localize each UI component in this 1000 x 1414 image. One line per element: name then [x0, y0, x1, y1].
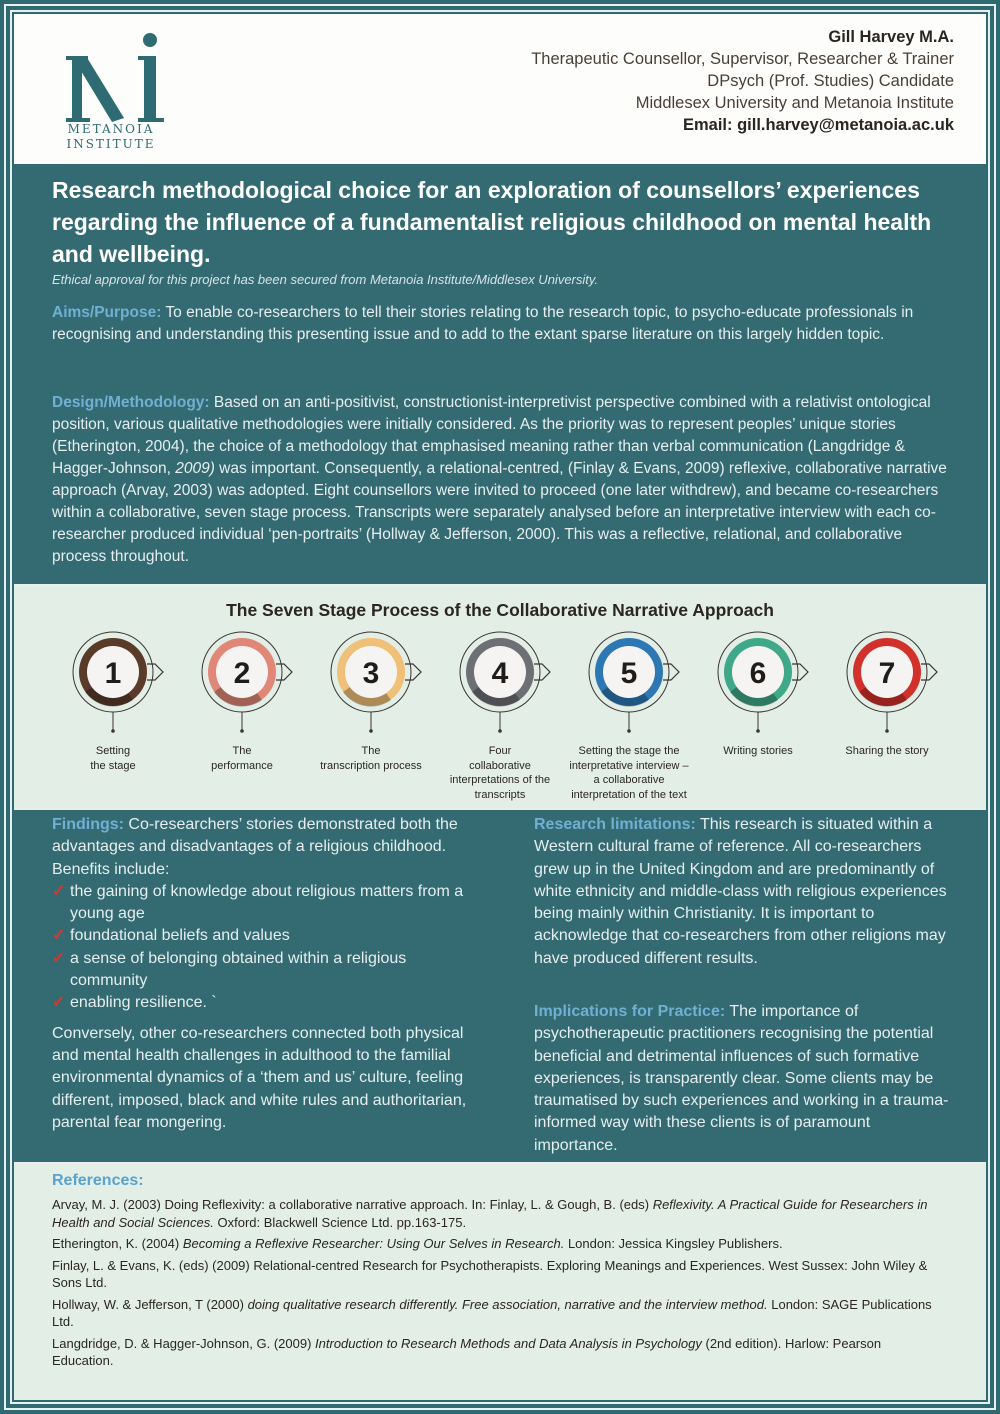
reference-item: Etherington, K. (2004) Becoming a Reflexive Researcher: Using Our Selves in Research. London: Jessica Kingsley Publishers.: [52, 1236, 783, 1251]
author-email[interactable]: Email: gill.harvey@metanoia.ac.uk: [682, 116, 954, 134]
stage-number: 4: [491, 657, 509, 690]
logo-line-2: INSTITUTE: [66, 137, 156, 151]
design-section: [52, 392, 957, 568]
stage-1: [43, 630, 183, 800]
logo-line-1: METANOIA: [67, 122, 155, 136]
benefit-item: ✓ the gaining of knowledge about religious matters from a young age: [52, 882, 464, 923]
reference-item: Finlay, L. & Evans, K. (eds) (2009) Relational-centred Research for Psychotherapists. Exploring Meanings and Experiences. West Sussex: John Wiley & Sons Ltd.: [52, 1257, 928, 1290]
limitations-text: This research is situated within a Western cultural frame of reference. All co-researchers grew up in the United Kingdom and are predominantly of white ethnicity and middle-class with religious experiences being mainly within Christianity. It is important to acknowledge that co-researchers from other religions may have produced different results.: [534, 816, 947, 967]
process-panel: [14, 586, 986, 808]
limitations-section: [534, 814, 954, 970]
implications-label: Implications for Practice:: [534, 1003, 726, 1020]
stage-badge-icon: [63, 630, 173, 742]
stage-3: [301, 630, 441, 800]
aims-text: To enable co-researchers to tell their stories relating to the research topic, to psycho-educate professionals in recognising and understanding this presenting issue and to add to the extant sparse literature on this largely hidden topic.: [52, 304, 914, 343]
benefits-list: [52, 881, 472, 1015]
stage-badge-icon: [192, 630, 302, 742]
benefit-item: ✓ enabling resilience. `: [52, 992, 472, 1014]
design-text-a: Based on an anti-positivist, constructionist-interpretivist perspective combined with a relativist ontological position, various qualitative methodologies were initially considered. As the priority was to represent peoples’ unique stories (Etherington, 2004), the choice of a methodology that emphasised meaning rather than verbal communication (Langdridge & Hagger-Johnson,: [52, 394, 931, 477]
design-text-year: 2009): [175, 460, 215, 477]
findings-section: [52, 814, 472, 1134]
stage-6: [688, 630, 828, 800]
aims-section: [52, 302, 957, 346]
stage-4: [430, 630, 570, 800]
check-icon: ✓: [52, 882, 66, 900]
check-icon: ✓: [52, 994, 66, 1012]
reference-item: Arvay, M. J. (2003) Doing Reflexivity: a collaborative narrative approach. In: Finlay, L. & Gough, B. (eds) Reflexivity. A Practical Guide for Researchers in Health and Social Sciences. Oxford: Blackwell Science Ltd. pp.163-175.: [52, 1197, 928, 1230]
stage-7: [817, 630, 957, 800]
stage-label: Four collaborative interpretations of the transcripts: [449, 745, 551, 801]
stage-label: The transcription process: [320, 745, 422, 772]
stage-number: 7: [878, 657, 896, 690]
aims-label: Aims/Purpose:: [52, 304, 162, 321]
check-icon: ✓: [52, 949, 66, 967]
stage-badge-icon: [837, 630, 947, 742]
poster: [14, 14, 986, 1400]
stage-badge-icon: [450, 630, 560, 742]
limitations-label: Research limitations:: [534, 816, 696, 833]
logo-wordmark: [56, 122, 166, 152]
design-text-b: was important. Consequently, a relational-centred, (Finlay & Evans, 2009) reflexive, collaborative narrative approach (Arvay, 2003) was adopted. Eight counsellors were invited to proceed (one later withdrew), and became co-researchers within a collaborative, seven stage process. Transcripts were separately analysed before an interpretative interview with each co-researcher produced individual ‘pen-portraits’ (Hollway & Jefferson, 2000). This was a reflective, relational, and collaborative process throughout.: [52, 460, 947, 565]
stage-label: Setting the stage: [90, 745, 136, 772]
references-panel: [14, 1164, 986, 1400]
benefit-item: ✓ foundational beliefs and values: [52, 925, 472, 947]
reference-item: Hollway, W. & Jefferson, T (2000) doing qualitative research differently. Free association, narrative and the interview method. London: SAGE Publications Ltd.: [52, 1296, 932, 1329]
author-degree: DPsych (Prof. Studies) Candidate: [707, 72, 954, 90]
stage-label: Sharing the story: [845, 745, 929, 757]
references-title: References:: [52, 1172, 144, 1189]
benefit-item: ✓ a sense of belonging obtained within a religious community: [52, 949, 407, 990]
stage-number: 1: [104, 657, 122, 690]
stage-label: Writing stories: [723, 745, 793, 757]
stage-2: [172, 630, 312, 800]
findings-conversely: Conversely, other co-researchers connected both physical and mental health challenges in adulthood to the familial environmental dynamics of a ‘them and us’ culture, feeling different, imposed, black and white rules and authoritarian, parental fear mongering.: [52, 1024, 467, 1131]
findings-label: Findings:: [52, 816, 124, 833]
design-label: Design/Methodology:: [52, 394, 210, 411]
implications-section: [534, 1001, 954, 1157]
findings-intro: Co-researchers’ stories demonstrated both the advantages and disadvantages of a religious childhood. Benefits include:: [52, 816, 458, 878]
author-role: Therapeutic Counsellor, Supervisor, Researcher & Trainer: [531, 50, 954, 68]
contact-block: [531, 26, 954, 136]
author-institution: Middlesex University and Metanoia Institute: [635, 94, 954, 112]
stage-number: 5: [620, 657, 638, 690]
poster-title: Research methodological choice for an exploration of counsellors’ experiences regarding the influence of a fundamentalist religious childhood on mental health and wellbeing.: [52, 177, 932, 267]
stage-label: Setting the stage the interpretative interview – a collaborative interpretation of the text: [569, 745, 689, 801]
stage-badge-icon: [579, 630, 689, 742]
stage-label: The performance: [211, 745, 273, 772]
stage-number: 6: [749, 657, 767, 690]
divider: [14, 808, 986, 810]
stage-number: 2: [233, 657, 251, 690]
reference-item: Langdridge, D. & Hagger-Johnson, G. (2009) Introduction to Research Methods and Data Analysis in Psychology (2nd edition). Harlow: Pearson Education.: [52, 1335, 882, 1368]
stage-badge-icon: [708, 630, 818, 742]
reference-list: [52, 1196, 942, 1374]
ethics-statement: Ethical approval for this project has been secured from Metanoia Institute/Middlesex University.: [52, 272, 599, 287]
implications-text: The importance of psychotherapeutic practitioners recognising the potential beneficial and detrimental influences of such formative experiences, is transparently clear. Some clients may be traumatised by such experiences and working in a trauma-informed way with these clients is of paramount importance.: [534, 1003, 949, 1154]
process-title: The Seven Stage Process of the Collaborative Narrative Approach: [226, 600, 774, 620]
stage-5: [559, 630, 699, 800]
stage-number: 3: [362, 657, 380, 690]
author-name: Gill Harvey M.A.: [828, 28, 954, 46]
check-icon: ✓: [52, 927, 66, 945]
stage-badge-icon: [321, 630, 431, 742]
header: [14, 14, 986, 164]
